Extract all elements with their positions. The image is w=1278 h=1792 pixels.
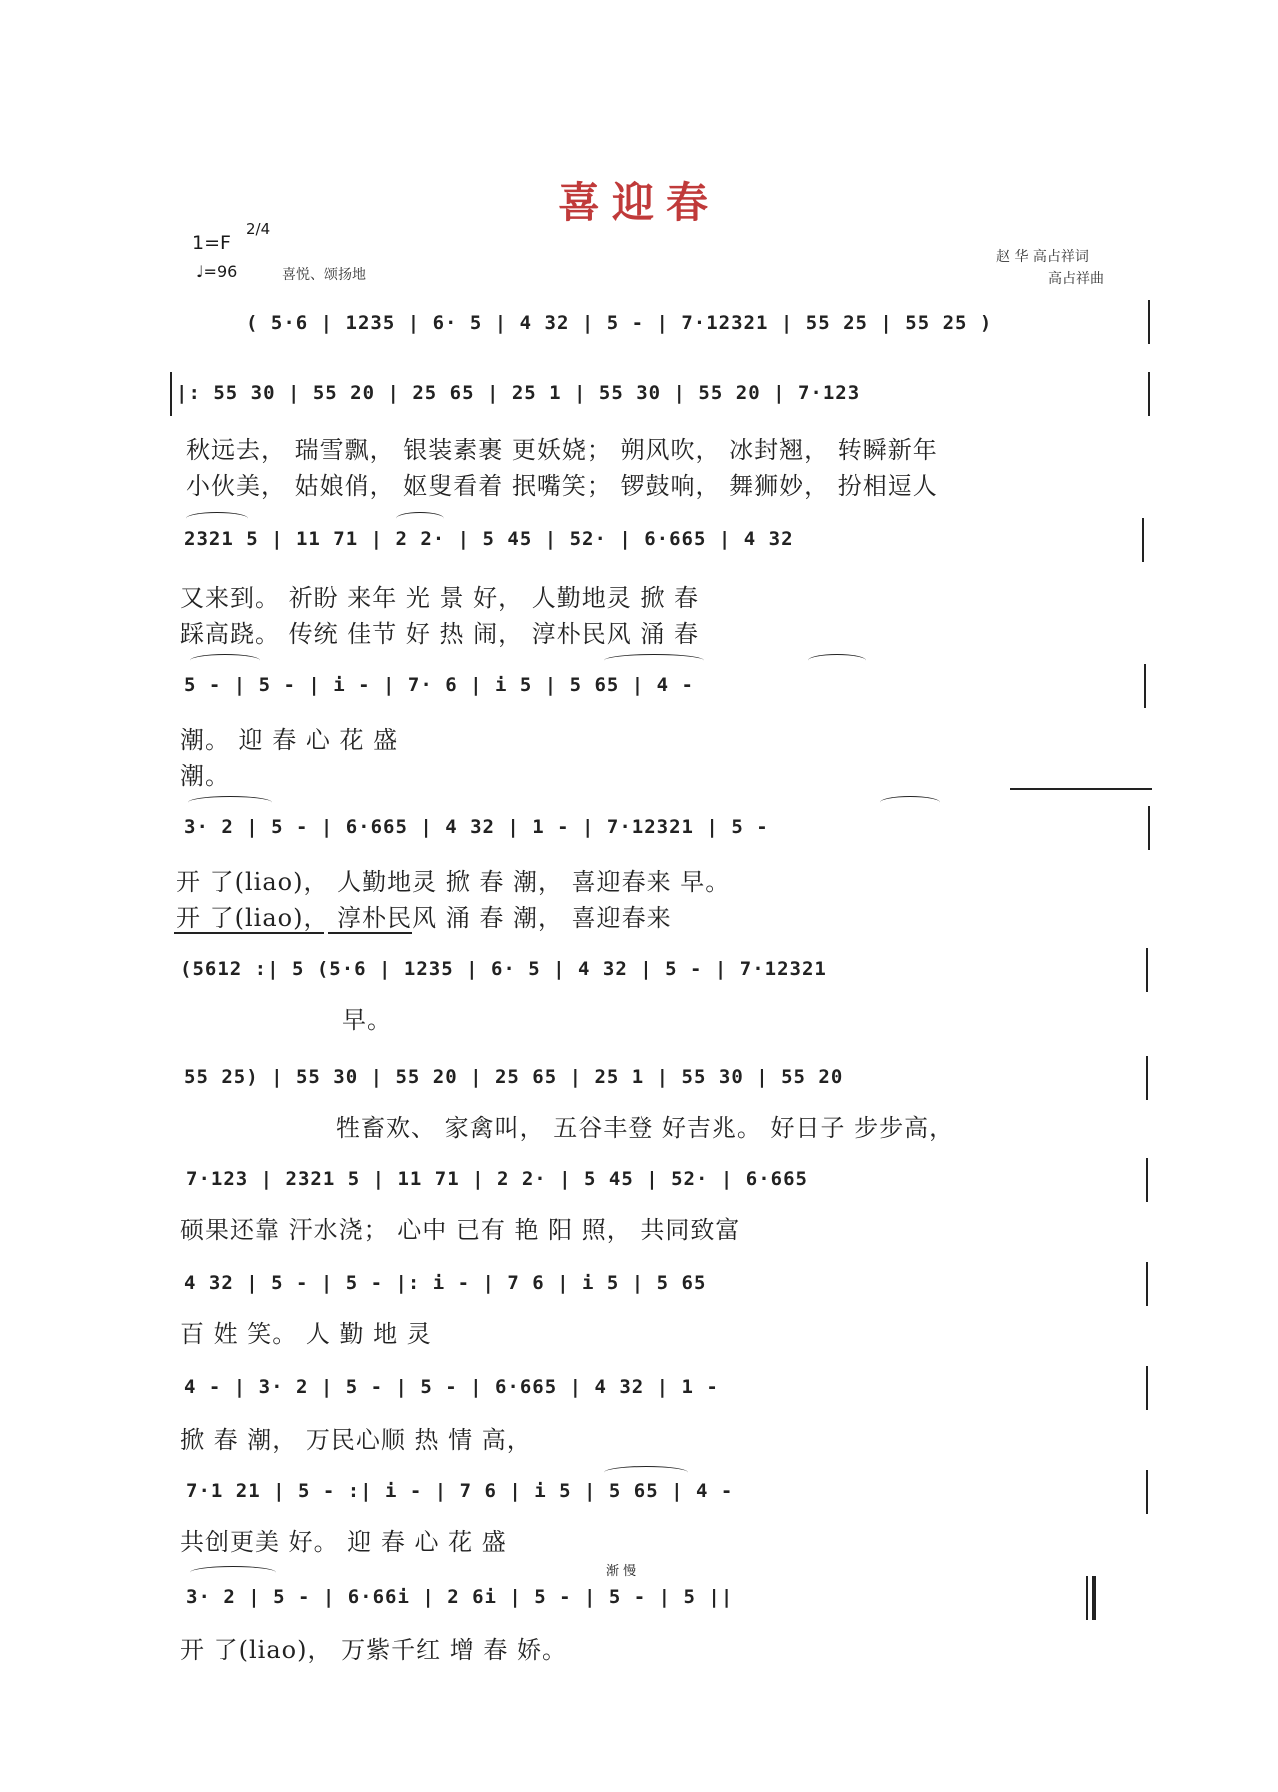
system-2-lyrics-verse-2: 踩高跷。 传统 佳节 好 热 闹， 淳朴民风 涌 春 bbox=[180, 620, 700, 648]
bar-line bbox=[1146, 1262, 1148, 1306]
final-bar-thick bbox=[1092, 1576, 1096, 1620]
system-4-notes: 3· 2 | 5 - | 6·665 | 4 32 | 1 - | 7·12321 | 5 - bbox=[184, 816, 769, 838]
system-10-notes: 7·1 21 | 5 - :| i - | 7 6 | i 5 | 5 65 | 4 - bbox=[186, 1480, 734, 1502]
bar-line bbox=[1146, 1056, 1148, 1100]
slur-arc bbox=[604, 1466, 688, 1479]
bar-line bbox=[1144, 664, 1146, 708]
system-2-notes: 2321 5 | 11 71 | 2 2· | 5 45 | 52· | 6·665 | 4 32 bbox=[184, 528, 794, 550]
system-8-notes: 4 32 | 5 - | 5 - |: i - | 7 6 | i 5 | 5 65 bbox=[184, 1272, 707, 1294]
system-6-lyrics: 牲畜欢、 家禽叫， 五谷丰登 好吉兆。 好日子 步步高， bbox=[336, 1114, 955, 1142]
volta-bracket-2 bbox=[328, 932, 412, 934]
system-4-lyrics-verse-2: 开 了(liao)， 淳朴民风 涌 春 潮， 喜迎春来 bbox=[176, 904, 672, 932]
slur-arc bbox=[396, 512, 444, 525]
system-1-lyrics-verse-1: 秋远去， 瑞雪飘， 银装素裹 更妖娆； 朔风吹， 冰封翘， 转瞬新年 bbox=[186, 436, 938, 464]
repeat-start-bar bbox=[170, 372, 172, 416]
system-11-lyrics: 开 了(liao)， 万紫千红 增 春 娇。 bbox=[180, 1636, 567, 1664]
key-signature: 1=F bbox=[192, 232, 231, 254]
credit-lyricist: 赵 华 高占祥词 bbox=[996, 249, 1089, 265]
volta-bracket-1-cont bbox=[174, 932, 324, 934]
slur-arc bbox=[190, 654, 260, 667]
volta-bracket-1 bbox=[1010, 788, 1152, 790]
system-9-lyrics: 掀 春 潮， 万民心顺 热 情 高， bbox=[180, 1426, 532, 1454]
bar-line bbox=[1142, 518, 1144, 562]
system-8-lyrics: 百 姓 笑。 人 勤 地 灵 bbox=[180, 1320, 432, 1348]
bar-line bbox=[1146, 1158, 1148, 1202]
system-3-lyrics-verse-1: 潮。 迎 春 心 花 盛 bbox=[180, 726, 399, 754]
bar-line bbox=[1146, 948, 1148, 992]
final-bar-thin bbox=[1086, 1576, 1088, 1620]
slur-arc bbox=[808, 654, 866, 667]
bar-line bbox=[1146, 1366, 1148, 1410]
system-5-lyrics: 早。 bbox=[342, 1006, 392, 1034]
system-3-lyrics-verse-2: 潮。 bbox=[180, 762, 230, 790]
slur-arc bbox=[190, 1566, 276, 1579]
system-10-lyrics: 共创更美 好。 迎 春 心 花 盛 bbox=[180, 1528, 507, 1556]
system-1-notes: |: 55 30 | 55 20 | 25 65 | 25 1 | 55 30 | 55 20 | 7·123 bbox=[176, 382, 861, 404]
tempo-marking: ♩=96 bbox=[196, 262, 238, 281]
slur-arc bbox=[188, 796, 272, 809]
time-signature: 2/4 bbox=[246, 220, 271, 238]
system-7-lyrics: 硕果还靠 汗水浇； 心中 已有 艳 阳 照， 共同致富 bbox=[180, 1216, 741, 1244]
slur-arc bbox=[186, 512, 248, 525]
rit-marking: 渐 慢 bbox=[606, 1564, 637, 1579]
system-0-notes: ( 5·6 | 1235 | 6· 5 | 4 32 | 5 - | 7·12321 | 55 25 | 55 25 ) bbox=[246, 312, 993, 334]
system-1-lyrics-verse-2: 小伙美， 姑娘俏， 妪叟看着 抿嘴笑； 锣鼓响， 舞狮妙， 扮相逗人 bbox=[186, 472, 938, 500]
bar-line bbox=[1148, 372, 1150, 416]
system-4-lyrics-verse-1: 开 了(liao)， 人勤地灵 掀 春 潮， 喜迎春来 早。 bbox=[176, 868, 731, 896]
system-6-notes: 55 25) | 55 30 | 55 20 | 25 65 | 25 1 | 55 30 | 55 20 bbox=[184, 1066, 844, 1088]
bar-line bbox=[1146, 1470, 1148, 1514]
credit-composer: 高占祥曲 bbox=[1048, 271, 1104, 287]
system-2-lyrics-verse-1: 又来到。 祈盼 来年 光 景 好， 人勤地灵 掀 春 bbox=[180, 584, 700, 612]
system-11-notes: 3· 2 | 5 - | 6·66i | 2 6i | 5 - | 5 - | 5 || bbox=[186, 1586, 734, 1608]
system-7-notes: 7·123 | 2321 5 | 11 71 | 2 2· | 5 45 | 52· | 6·665 bbox=[186, 1168, 808, 1190]
system-9-notes: 4 - | 3· 2 | 5 - | 5 - | 6·665 | 4 32 | 1 - bbox=[184, 1376, 719, 1398]
slur-arc bbox=[880, 796, 940, 809]
bar-line bbox=[1148, 300, 1150, 344]
song-title: 喜迎春 bbox=[557, 178, 720, 227]
system-3-notes: 5 - | 5 - | i - | 7· 6 | i 5 | 5 65 | 4 - bbox=[184, 674, 694, 696]
slur-arc bbox=[604, 654, 704, 667]
system-5-notes: (5612 :| 5 (5·6 | 1235 | 6· 5 | 4 32 | 5 - | 7·12321 bbox=[180, 958, 827, 980]
bar-line bbox=[1148, 806, 1150, 850]
expression-marking: 喜悦、颂扬地 bbox=[282, 267, 366, 283]
